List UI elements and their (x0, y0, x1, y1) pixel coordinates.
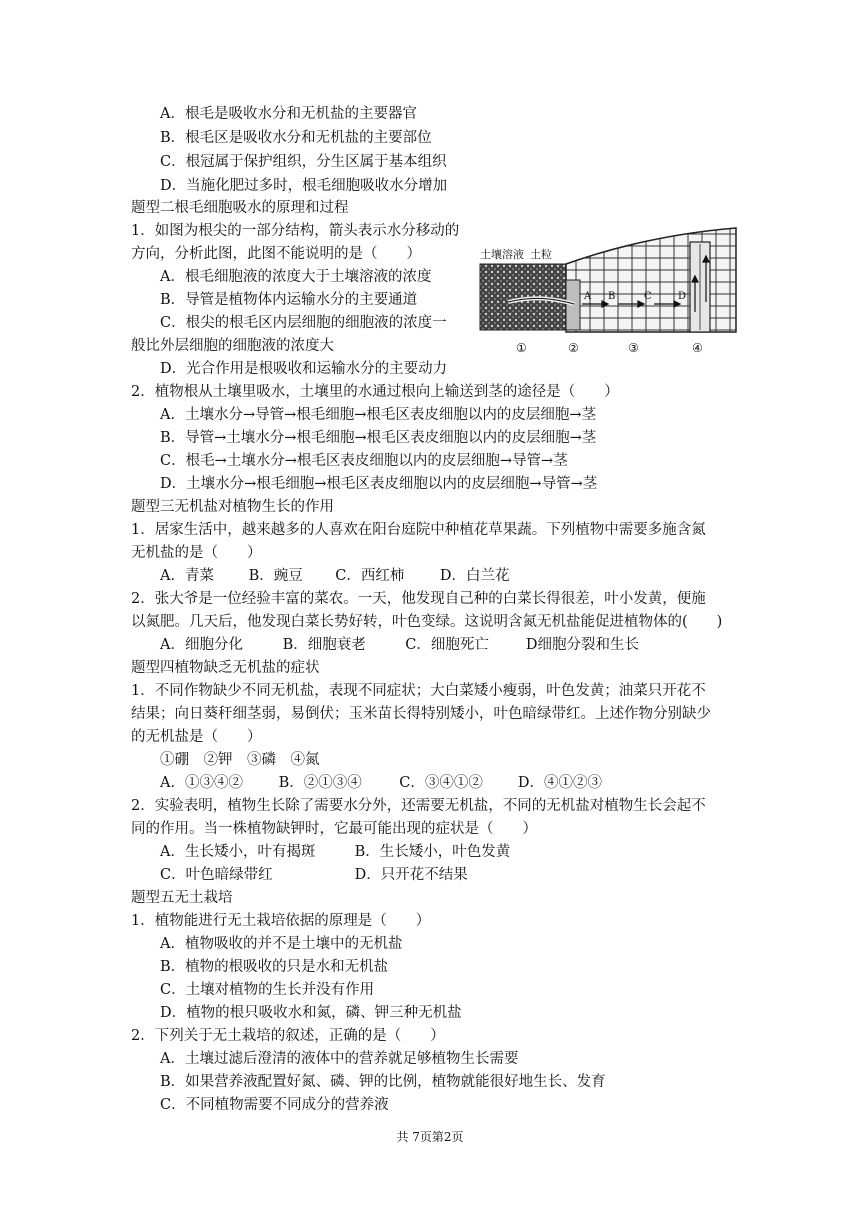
option-line: 般比外层细胞的细胞液的浓度大 (131, 338, 334, 354)
option-c: C．③④①② (399, 775, 483, 791)
option-line: A．根毛是吸收水分和无机盐的主要器官 (160, 106, 417, 122)
option-a: A．生长矮小，叶有揭斑 (160, 844, 316, 860)
options-row (160, 864, 468, 886)
question-line: 方向，分析此图，此图不能说明的是（ ） (131, 246, 421, 262)
section-heading: 题型二根毛细胞吸水的原理和过程 (131, 200, 349, 216)
option-c: C．叶色暗绿带红 (160, 867, 273, 883)
option-d: D细胞分裂和生长 (525, 637, 639, 653)
question-line: 2．植物根从土壤里吸水，土壤里的水通过根向上输送到茎的途径是（ ） (131, 384, 619, 400)
option-line: D．光合作用是根吸收和运输水分的主要动力 (160, 361, 448, 377)
option-line: A．植物吸收的并不是土壤中的无机盐 (160, 936, 403, 952)
option-d: D．白兰花 (439, 568, 510, 584)
option-line: B．导管→土壤水分→根毛细胞→根毛区表皮细胞以内的皮层细胞→茎 (160, 430, 597, 446)
cell-letter-a: A (584, 291, 592, 302)
question-line: 2．实验表明，植物生长除了需要水分外，还需要无机盐，不同的无机盐对植物生长会起不 (131, 798, 706, 814)
label-soil-solution: 土壤溶液 (480, 248, 524, 261)
option-line: B．植物的根吸收的只是水和无机盐 (160, 959, 389, 975)
options-row (160, 772, 602, 794)
option-d: D．只开花不结果 (354, 867, 468, 883)
root-tip-diagram (478, 222, 740, 358)
label-soil-particle: 土粒 (530, 248, 552, 261)
marker-4: ④ (692, 341, 703, 355)
option-line: C．根毛→土壤水分→根毛区表皮细胞以内的皮层细胞→导管→茎 (160, 453, 568, 469)
section-heading: 题型五无土栽培 (131, 890, 233, 906)
option-b: B．细胞衰老 (282, 637, 366, 653)
option-line: D．当施化肥过多时，根毛细胞吸收水分增加 (160, 178, 448, 194)
question-line: 结果；向日葵秆细茎弱，易倒伏；玉米苗长得特别矮小，叶色暗绿带红。上述作物分别缺少 (131, 706, 711, 722)
cell-letter-b: B (608, 291, 616, 302)
option-line: D．植物的根只吸收水和氮，磷、钾三种无机盐 (160, 1005, 462, 1021)
cell-letter-d: D (678, 291, 687, 302)
question-line: 1．居家生活中，越来越多的人喜欢在阳台庭院中种植花草果蔬。下列植物中需要多施含氮 (131, 522, 706, 538)
option-a: A．①③④② (160, 775, 243, 791)
section-heading: 题型四植物缺乏无机盐的症状 (131, 660, 320, 676)
option-line: A．土壤过滤后澄清的液体中的营养就足够植物生长需要 (160, 1051, 519, 1067)
option-line: B．导管是植物体内运输水分的主要通道 (160, 292, 418, 308)
option-c: C．细胞死亡 (405, 637, 489, 653)
option-a: A．青菜 (160, 568, 214, 584)
options-row (160, 565, 509, 587)
options-row (160, 841, 510, 863)
option-line: C．不同植物需要不同成分的营养液 (160, 1097, 389, 1113)
option-line: A．根毛细胞液的浓度大于土壤溶液的浓度 (160, 269, 432, 285)
question-line: 1．植物能进行无土栽培依据的原理是（ ） (131, 913, 431, 929)
option-d: D．④①②③ (517, 775, 602, 791)
question-line: 无机盐的是（ ） (131, 545, 262, 561)
cell-letter-c: C (644, 291, 652, 302)
question-line: 1．如图为根尖的一部分结构，箭头表示水分移动的 (131, 223, 460, 239)
question-line: 的无机盐是（ ） (131, 729, 262, 745)
marker-1: ① (516, 341, 527, 355)
option-line: A．土壤水分→导管→根毛细胞→根毛区表皮细胞以内的皮层细胞→茎 (160, 407, 597, 423)
option-line: B．根毛区是吸收水分和无机盐的主要部位 (160, 130, 432, 146)
option-line: D．土壤水分→根毛细胞→根毛区表皮细胞以内的皮层细胞→导管→茎 (160, 476, 598, 492)
option-line: C．根尖的根毛区内层细胞的细胞液的浓度一 (160, 315, 447, 331)
question-line: 同的作用。当一株植物缺钾时，它最可能出现的症状是（ ） (131, 821, 537, 837)
question-line: 2．下列关于无土栽培的叙述，正确的是（ ） (131, 1028, 445, 1044)
option-line: C．土壤对植物的生长并没有作用 (160, 982, 375, 998)
option-line: B．如果营养液配置好氮、磷、钾的比例，植物就能很好地生长、发育 (160, 1074, 606, 1090)
legend-line: ①硼 ②钾 ③磷 ④氮 (160, 752, 320, 768)
option-a: A．细胞分化 (160, 637, 243, 653)
question-line: 2．张大爷是一位经验丰富的菜农。一天，他发现自己种的白菜长得很差，叶小发黄，便施 (131, 591, 706, 607)
option-b: B．生长矮小，叶色发黄 (354, 844, 511, 860)
section-heading: 题型三无机盐对植物生长的作用 (131, 499, 334, 515)
option-c: C．西红柿 (335, 568, 405, 584)
question-line: 1．不同作物缺少不同无机盐，表现不同症状；大白菜矮小瘦弱，叶色发黄；油菜只开花不 (131, 683, 706, 699)
question-line: 以氮肥。几天后，他发现白菜长势好转，叶色变绿。这说明含氮无机盐能促进植物体的( ) (131, 614, 723, 630)
option-line: C．根冠属于保护组织，分生区属于基本组织 (160, 154, 447, 170)
page-footer: 共 7页第2页 (396, 1130, 464, 1144)
marker-2: ② (568, 341, 579, 355)
option-b: B．②①③④ (278, 775, 362, 791)
marker-3: ③ (628, 341, 639, 355)
option-b: B．豌豆 (248, 568, 303, 584)
options-row (160, 634, 639, 656)
